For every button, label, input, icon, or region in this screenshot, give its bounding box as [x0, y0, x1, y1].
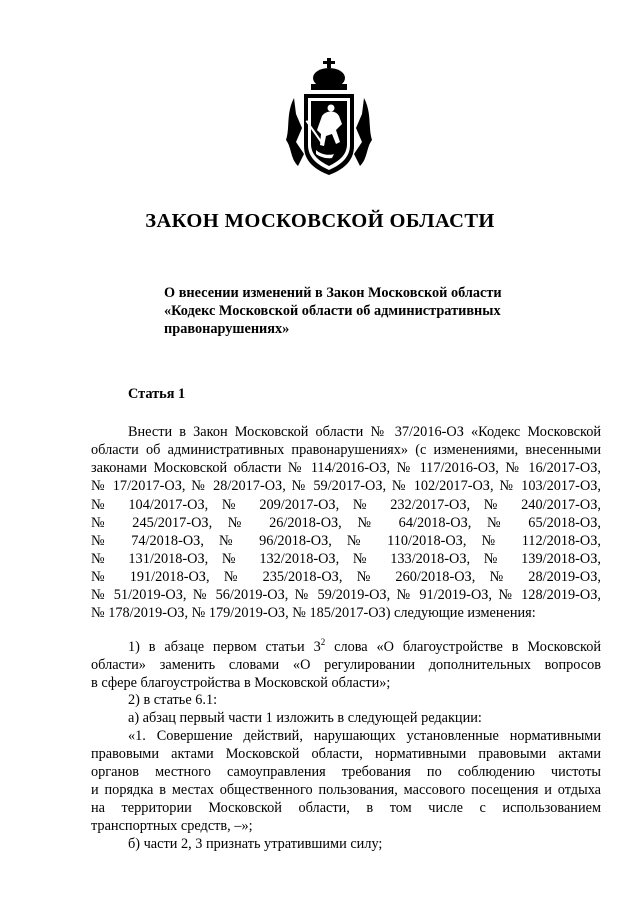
intro-line: области об административных правонарушениях» (с изменениями, внесенными: [91, 442, 601, 458]
item1-line: области» заменить словами «О регулировании дополнительных вопросов: [91, 657, 601, 673]
intro-line: № 74/2018-ОЗ, № 96/2018-ОЗ, № 110/2018-ОЗ, № 112/2018-ОЗ,: [91, 533, 601, 549]
intro-line: № 104/2017-ОЗ, № 209/2017-ОЗ, № 232/2017-ОЗ, № 240/2017-ОЗ,: [91, 497, 601, 513]
intro-line: Внести в Закон Московской области № 37/2016-ОЗ «Кодекс Московской: [128, 424, 601, 440]
intro-line: № 245/2017-ОЗ, № 26/2018-ОЗ, № 64/2018-ОЗ, № 65/2018-ОЗ,: [91, 515, 601, 531]
intro-line: № 17/2017-ОЗ, № 28/2017-ОЗ, № 59/2017-ОЗ, № 102/2017-ОЗ, № 103/2017-ОЗ,: [91, 478, 601, 494]
subtitle-line: «Кодекс Московской области об административных: [164, 303, 501, 319]
quote-line: органов местного самоуправления требования по соблюдению чистоты: [91, 764, 601, 780]
quote-line: «1. Совершение действий, нарушающих установленные нормативными: [128, 728, 601, 744]
intro-line: № 178/2019-ОЗ, № 179/2019-ОЗ, № 185/2017-ОЗ) следующие изменения:: [91, 605, 536, 621]
subtitle-line: О внесении изменений в Закон Московской области: [164, 285, 502, 301]
law-subtitle: [164, 284, 564, 338]
item2-sub-a: а) абзац первый части 1 изложить в следующей редакции:: [128, 710, 482, 726]
quote-line: правовыми актами Московской области, нормативными правовыми актами: [91, 746, 601, 762]
quote-line: транспортных средств, –»;: [91, 818, 253, 834]
intro-line: законами Московской области № 114/2016-ОЗ, № 117/2016-ОЗ, № 16/2017-ОЗ,: [91, 460, 601, 476]
item2-heading: 2) в статье 6.1:: [128, 692, 218, 708]
intro-line: № 51/2019-ОЗ, № 56/2019-ОЗ, № 59/2019-ОЗ, № 91/2019-ОЗ, № 128/2019-ОЗ,: [91, 587, 601, 603]
item1-line: 1) в абзаце первом статьи $3^2$ слова «О благоустройстве в Московской: [128, 637, 601, 655]
subtitle-line: правонарушениях»: [164, 321, 290, 337]
intro-line: № 131/2018-ОЗ, № 132/2018-ОЗ, № 133/2018-ОЗ, № 139/2018-ОЗ,: [91, 551, 601, 567]
item2-sub-b: б) части 2, 3 признать утратившими силу;: [128, 836, 383, 852]
article-heading: Статья 1: [128, 386, 186, 402]
intro-line: № 191/2018-ОЗ, № 235/2018-ОЗ, № 260/2018-ОЗ, № 28/2019-ОЗ,: [91, 569, 601, 585]
item1-line: в сфере благоустройства в Московской области»;: [91, 675, 391, 691]
law-title: ЗАКОН МОСКОВСКОЙ ОБЛАСТИ: [145, 210, 495, 232]
superscript: 2: [320, 637, 326, 647]
quote-line: и порядка в местах общественного пользования, массового посещения и отдыха: [91, 782, 601, 798]
coat-of-arms-emblem: [284, 58, 374, 178]
quote-line: на территории Московской области, в том числе с использованием: [91, 800, 601, 816]
